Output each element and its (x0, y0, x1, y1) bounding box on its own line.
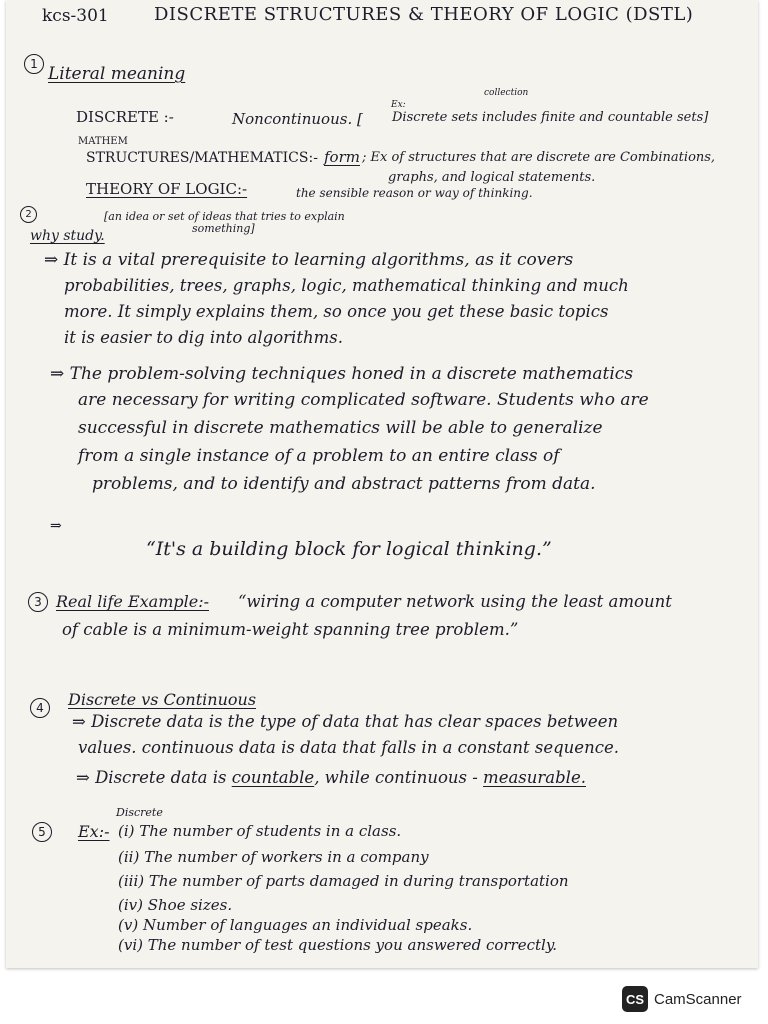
mathem-note: MATHEM (78, 136, 128, 147)
section-2-heading: why study. (30, 228, 105, 244)
section-1-heading: Literal meaning (48, 64, 186, 84)
discrete-vs-line1: ⇒ Discrete data is the type of data that has clear spaces between (72, 712, 619, 731)
notebook-page (6, 0, 758, 968)
idea-note-cont: something] (192, 222, 255, 235)
section-4-number: 4 (30, 698, 50, 718)
arrow-mark: ⇒ (50, 518, 62, 534)
example-line1: “wiring a computer network using the least amount (238, 592, 672, 611)
theory-definition: the sensible reason or way of thinking. (296, 186, 533, 200)
discrete-definition: Noncontinuous. [ (232, 110, 363, 128)
example-item-2: (ii) The number of workers in a company (118, 848, 429, 866)
section-4-heading: Discrete vs Continuous (68, 690, 257, 709)
para1-line3: more. It simply explains them, so once you get these basic topics (64, 302, 609, 321)
example-item-6: (vi) The number of test questions you answered correctly. (118, 936, 558, 954)
para2-line4: from a single instance of a problem to an entire class of (78, 446, 560, 466)
continuous-middle: , while continuous - (314, 768, 484, 787)
measurable-word: measurable. (483, 768, 586, 787)
course-code: kcs-301 (42, 6, 109, 26)
camscanner-watermark (622, 986, 742, 1012)
para2-line2: are necessary for writing complicated software. Students who are (78, 390, 649, 410)
discrete-sets-note: Discrete sets includes finite and countable sets] (392, 110, 709, 125)
example-item-1: (i) The number of students in a class. (118, 822, 402, 840)
example-item-4: (iv) Shoe sizes. (118, 896, 233, 914)
idea-note: [an idea or set of ideas that tries to explain (104, 210, 345, 223)
camscanner-name: CamScanner (654, 990, 742, 1008)
section-3-heading: Real life Example:- (56, 592, 210, 611)
structures-definition: ; Ex of structures that are discrete are Combinations, (362, 150, 716, 165)
ex-superscript: Ex: (391, 100, 406, 110)
discrete-superscript: Discrete (116, 806, 163, 819)
section-3-number: 3 (28, 592, 48, 612)
para1-line4: it is easier to dig into algorithms. (64, 328, 343, 347)
section-2-number: 2 (20, 206, 37, 223)
theory-label: THEORY OF LOGIC:- (86, 180, 248, 198)
discrete-vs-line3 (76, 768, 586, 787)
key-quote: “It's a building block for logical thinking.” (146, 538, 552, 560)
page-title: DISCRETE STRUCTURES & THEORY OF LOGIC (DSTL) (154, 4, 694, 25)
example-item-5: (v) Number of languages an individual speaks. (118, 916, 473, 934)
section-5-number: 5 (32, 822, 52, 842)
structures-label: STRUCTURES/MATHEMATICS:- (86, 150, 318, 166)
camscanner-logo-icon: CS (622, 986, 648, 1012)
form-word: form (324, 148, 360, 166)
collection-superscript: collection (484, 88, 529, 98)
discrete-vs-line2: values. continuous data is data that falls in a constant sequence. (78, 738, 619, 757)
para2-line5: problems, and to identify and abstract patterns from data. (92, 474, 596, 494)
example-item-3: (iii) The number of parts damaged in during transportation (118, 872, 569, 890)
para1-line2: probabilities, trees, graphs, logic, mathematical thinking and much (64, 276, 629, 295)
discrete-label: DISCRETE :- (76, 108, 174, 126)
section-1-number: 1 (24, 54, 44, 74)
countable-word: countable (231, 768, 315, 787)
para1-line1: ⇒ It is a vital prerequisite to learning algorithms, as it covers (44, 250, 574, 270)
structures-definition-cont: graphs, and logical statements. (388, 170, 596, 185)
countable-prefix: ⇒ Discrete data is (76, 768, 232, 787)
section-5-heading: Ex:- (78, 822, 110, 841)
para2-line1: ⇒ The problem-solving techniques honed in a discrete mathematics (50, 364, 634, 384)
example-line2: of cable is a minimum-weight spanning tree problem.” (62, 620, 519, 639)
para2-line3: successful in discrete mathematics will be able to generalize (78, 418, 603, 438)
